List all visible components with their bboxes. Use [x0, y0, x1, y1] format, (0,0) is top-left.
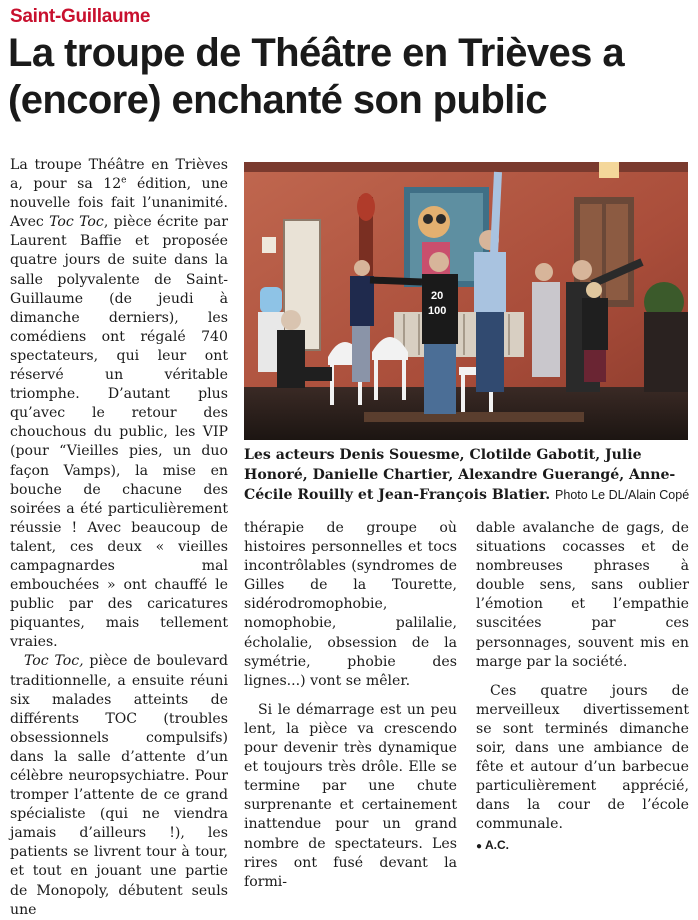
signature-text: A.C. — [484, 837, 509, 852]
paragraph-crescendo: Si le démarrage est un peu lent, la pièce va crescendo pour devenir très dynamique et toujours très drôle. Elle se termine par une chute surprenante et certainement inattendue pour un grand nombre de spectateurs. Les rires ont fusé devant la formi- — [244, 701, 457, 890]
paragraph-plot — [10, 652, 228, 919]
section-kicker: Saint-Guillaume — [10, 6, 151, 27]
headline: La troupe de Théâtre en Trièves a (encore) enchanté son public — [8, 31, 624, 122]
article-column-1 — [10, 156, 228, 920]
caption-text: Les acteurs Denis Souesme, Clotilde Gabotit, Julie Honoré, Danielle Chartier, Alexandre Guerangé, Anne-Cécile Rouilly et Jean-François Blatier. — [244, 447, 676, 503]
stage-photo — [244, 162, 688, 440]
bullet-icon: ● — [476, 840, 483, 852]
text-run: édition, une nouvelle fois fait l’unanimité. Avec — [10, 176, 229, 231]
photo-credit: Photo Le DL/Alain Copé — [555, 488, 690, 502]
theatre-stage-photo-icon — [244, 162, 688, 440]
photo-caption — [244, 445, 692, 505]
text-run: pièce de boulevard traditionnelle, a ensuite réuni six malades atteints de différents TOC (troubles obsessionnels compulsifs) dans la salle d’attente d’un célèbre neuropsychiatre. Pour tromper l’attente de ce grand spécialiste (qui ne viendra jamais d’ailleurs !), les patients se livrent tour à tour, et tout en jouant une partie de Monopoly, débutent seuls une — [10, 653, 228, 918]
paragraph-crescendo-continued: dable avalanche de gags, de situations cocasses et de nombreuses phrases à double sens, sans oublier l’émotion et l’empathie suscitées par ces personnages, souvent mis en marge par la société. — [476, 520, 689, 670]
paragraph-plot-continued: thérapie de groupe où histoires personnelles et tocs incontrôlables (syndromes de Gilles de la Tourette, sidérodromophobie, nomophobie, palilalie, écholalie, obsession de la symétrie, phobie des lignes...) vont se mêler. — [244, 520, 457, 689]
shirt-text: 100 — [428, 305, 447, 317]
shirt-text: 20 — [431, 290, 444, 302]
superscript: e — [121, 175, 127, 186]
text-run: La troupe Théâtre en Trièves a, pour sa 12 — [10, 157, 228, 193]
play-title: Toc Toc, — [24, 653, 84, 670]
paragraph-intro — [10, 156, 228, 652]
play-title: Toc Toc — [49, 214, 104, 231]
author-signature — [476, 836, 689, 856]
article-column-3 — [476, 519, 689, 856]
text-run: , pièce écrite par Laurent Baffie et proposée quatre jours de suite dans la salle polyvalente de Saint-Guillaume (de jeudi à dimanche derniers), les comédiens ont régalé 740 spectateurs, qui leur ont réservé un véritable triomphe. D’autant plus qu’avec le retour des chouchous du public, les VIP (pour “Vieilles pies, un duo façon Vamps), la mise en bouche de chacune des soirées a été particulièrement réussie ! Avec beaucoup de talent, ces deux « vieilles campagnardes mal embouchées » ont chauffé le public par des caricatures piquantes, mais tellement vraies. — [10, 214, 228, 651]
paragraph-finale: Ces quatre jours de merveilleux divertissement se sont terminés dimanche soir, dans une ambiance de fête et autour d’un barbecue particulièrement apprécié, dans la cour de l’école communale. — [476, 682, 689, 833]
